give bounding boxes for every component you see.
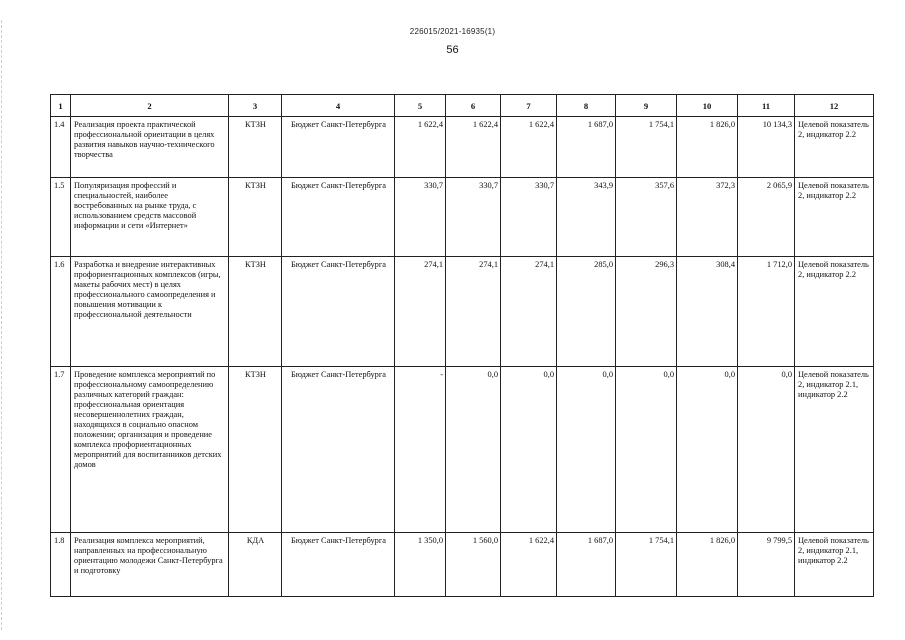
value-col10: 0,0	[677, 367, 738, 533]
value-col9: 296,3	[616, 257, 677, 367]
value-col7: 330,7	[501, 178, 557, 257]
col-header-8: 8	[557, 95, 616, 117]
value-total: 0,0	[738, 367, 795, 533]
table-row	[51, 533, 874, 597]
value-col8: 0,0	[557, 367, 616, 533]
target-indicator: Целевой показатель 2, индикатор 2.1, индикатор 2.2	[795, 367, 874, 533]
row-index: 1.7	[51, 367, 71, 533]
table-row	[51, 257, 874, 367]
row-index: 1.5	[51, 178, 71, 257]
col-header-7: 7	[501, 95, 557, 117]
scan-edge-mark	[1, 20, 5, 630]
row-index: 1.4	[51, 117, 71, 178]
target-indicator: Целевой показатель 2, индикатор 2.2	[795, 257, 874, 367]
value-col8: 1 687,0	[557, 533, 616, 597]
funding-source: Бюджет Санкт-Петербурга	[282, 117, 395, 178]
col-header-3: 3	[229, 95, 282, 117]
executor: КТЗН	[229, 178, 282, 257]
value-total: 1 712,0	[738, 257, 795, 367]
funding-source: Бюджет Санкт-Петербурга	[282, 367, 395, 533]
value-col5: -	[395, 367, 446, 533]
value-col5: 1 622,4	[395, 117, 446, 178]
funding-source: Бюджет Санкт-Петербурга	[282, 178, 395, 257]
value-col7: 0,0	[501, 367, 557, 533]
value-col8: 1 687,0	[557, 117, 616, 178]
col-header-4: 4	[282, 95, 395, 117]
col-header-10: 10	[677, 95, 738, 117]
target-indicator: Целевой показатель 2, индикатор 2.1, индикатор 2.2	[795, 533, 874, 597]
executor: КДА	[229, 533, 282, 597]
target-indicator: Целевой показатель 2, индикатор 2.2	[795, 117, 874, 178]
value-col9: 1 754,1	[616, 533, 677, 597]
value-col9: 357,6	[616, 178, 677, 257]
value-col9: 1 754,1	[616, 117, 677, 178]
executor: КТЗН	[229, 257, 282, 367]
table-row	[51, 367, 874, 533]
activity-name: Разработка и внедрение интерактивных профориентационных комплексов (игры, макеты рабочих мест) в целях профессионального самоопределения и повышения мотивации к профессиональной деятельности	[71, 257, 229, 367]
table-row	[51, 117, 874, 178]
target-indicator: Целевой показатель 2, индикатор 2.2	[795, 178, 874, 257]
value-col10: 1 826,0	[677, 117, 738, 178]
col-header-12: 12	[795, 95, 874, 117]
value-col10: 308,4	[677, 257, 738, 367]
funding-source: Бюджет Санкт-Петербурга	[282, 257, 395, 367]
col-header-9: 9	[616, 95, 677, 117]
col-header-2: 2	[71, 95, 229, 117]
value-col7: 1 622,4	[501, 117, 557, 178]
budget-table	[50, 94, 874, 597]
value-col8: 285,0	[557, 257, 616, 367]
col-header-6: 6	[446, 95, 501, 117]
value-col7: 1 622,4	[501, 533, 557, 597]
value-col6: 274,1	[446, 257, 501, 367]
funding-source: Бюджет Санкт-Петербурга	[282, 533, 395, 597]
value-col6: 0,0	[446, 367, 501, 533]
activity-name: Реализация проекта практической профессиональной ориентации в целях развития навыков научно-технического творчества	[71, 117, 229, 178]
value-col7: 274,1	[501, 257, 557, 367]
executor: КТЗН	[229, 367, 282, 533]
col-header-11: 11	[738, 95, 795, 117]
value-col8: 343,9	[557, 178, 616, 257]
document-id: 226015/2021-16935(1)	[409, 27, 496, 36]
value-total: 10 134,3	[738, 117, 795, 178]
activity-name: Реализация комплекса мероприятий, направленных на профессиональную ориентацию молодежи Санкт-Петербурга и подготовку	[71, 533, 229, 597]
value-col10: 372,3	[677, 178, 738, 257]
table-header-row	[51, 95, 874, 117]
value-total: 9 799,5	[738, 533, 795, 597]
page-number: 56	[446, 44, 459, 56]
activity-name: Проведение комплекса мероприятий по профессиональному самоопределению различных категорий граждан: профессиональная ориентация несовершеннолетних граждан, находящихся в социально опасном положении; организация и проведение комплекса профориентационных мероприятий для воспитанников детских домов	[71, 367, 229, 533]
col-header-5: 5	[395, 95, 446, 117]
row-index: 1.8	[51, 533, 71, 597]
activity-name: Популяризация профессий и специальностей, наиболее востребованных на рынке труда, с использованием средств массовой информации и сети «Интернет»	[71, 178, 229, 257]
value-total: 2 065,9	[738, 178, 795, 257]
value-col6: 330,7	[446, 178, 501, 257]
value-col5: 330,7	[395, 178, 446, 257]
col-header-1: 1	[51, 95, 71, 117]
value-col5: 274,1	[395, 257, 446, 367]
value-col9: 0,0	[616, 367, 677, 533]
executor: КТЗН	[229, 117, 282, 178]
value-col5: 1 350,0	[395, 533, 446, 597]
value-col10: 1 826,0	[677, 533, 738, 597]
table-row	[51, 178, 874, 257]
value-col6: 1 622,4	[446, 117, 501, 178]
value-col6: 1 560,0	[446, 533, 501, 597]
row-index: 1.6	[51, 257, 71, 367]
